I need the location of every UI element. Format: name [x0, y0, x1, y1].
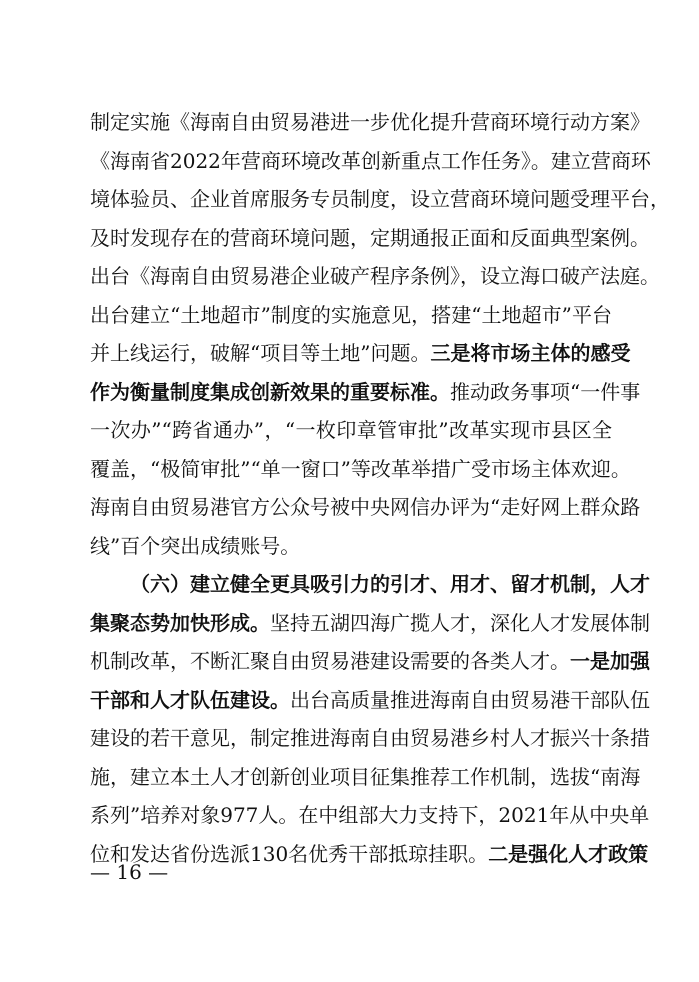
- bold-text-segment: 作为衡量制度集成创新效果的重要标准。: [90, 379, 450, 404]
- text-line: [90, 681, 650, 720]
- text-line: [90, 334, 631, 373]
- text-segment: 位和发达省份选派130名优秀干部抵琼挂职。: [90, 841, 489, 866]
- text-line: [90, 604, 650, 643]
- text-line: [90, 180, 670, 219]
- bold-text-segment: 一是加强: [570, 649, 650, 673]
- text-line: [90, 373, 641, 412]
- text-segment: 制定实施《海南自由贸易港进一步优化提升营商环境行动方案》: [90, 110, 650, 134]
- text-segment: 出台建立“土地超市”制度的实施意见，搭建“土地超市”平台: [90, 302, 612, 327]
- text-line: [90, 257, 660, 296]
- text-segment: 出台《海南自由贸易港企业破产程序条例》，设立海口破产法庭。: [90, 264, 660, 288]
- text-line: [90, 719, 650, 758]
- text-line: [90, 411, 612, 450]
- text-segment: 建设的若干意见，制定推进海南自由贸易港乡村人才振兴十条措: [90, 726, 650, 750]
- bold-text-segment: 三是将市场主体的感受: [430, 341, 631, 365]
- text-segment: 《海南省2022年营商环境改革创新重点工作任务》。建立营商环: [90, 148, 651, 173]
- text-segment: 坚持五湖四海广揽人才，深化人才发展体制: [270, 610, 650, 635]
- body-text: [90, 103, 670, 873]
- text-line: [90, 796, 650, 835]
- text-line: [90, 527, 612, 566]
- text-segment: 一次办”“跨省通办”，“一枚印章管审批”改革实现市县区全: [90, 418, 612, 442]
- text-segment: 机制改革，不断汇聚自由贸易港建设需要的各类人才。: [90, 649, 570, 673]
- text-line: [90, 642, 650, 681]
- text-line: [90, 450, 631, 489]
- text-segment: 并上线运行，破解“项目等土地”问题。: [90, 341, 431, 365]
- text-line: [90, 835, 649, 874]
- bold-text-segment: 集聚态势加快形成。: [90, 610, 270, 635]
- text-line: [90, 296, 612, 335]
- text-segment: 覆盖，“极简审批”“单一窗口”等改革举措广受市场主体欢迎。: [90, 456, 631, 481]
- text-segment: 出台高质量推进海南自由贸易港干部队伍: [290, 687, 650, 712]
- text-line: [90, 758, 641, 797]
- text-line: [90, 488, 641, 527]
- text-segment: 境体验员、企业首席服务专员制度，设立营商环境问题受理平台，: [90, 187, 670, 211]
- text-line: [90, 219, 650, 258]
- text-line: [90, 565, 650, 604]
- text-segment: 线”百个突出成绩账号。: [90, 533, 301, 558]
- bold-text-segment: （六）建立健全更具吸引力的引才、用才、留才机制，人才: [130, 572, 650, 596]
- text-line: [90, 142, 651, 181]
- page-number: — 16 —: [90, 860, 169, 884]
- text-segment: 施，建立本土人才创新创业项目征集推荐工作机制，选拔“南海: [90, 764, 641, 789]
- text-segment: 及时发现存在的营商环境问题，定期通报正面和反面典型案例。: [90, 225, 650, 250]
- bold-text-segment: 二是强化人才政策: [488, 841, 649, 866]
- bold-text-segment: 干部和人才队伍建设。: [90, 687, 290, 712]
- text-segment: 海南自由贸易港官方公众号被中央网信办评为“走好网上群众路: [90, 495, 641, 519]
- text-segment: 推动政务事项“一件事: [450, 379, 641, 404]
- text-line: [90, 103, 650, 142]
- text-segment: 系列”培养对象977人。在中组部大力支持下，2021年从中央单: [90, 803, 650, 827]
